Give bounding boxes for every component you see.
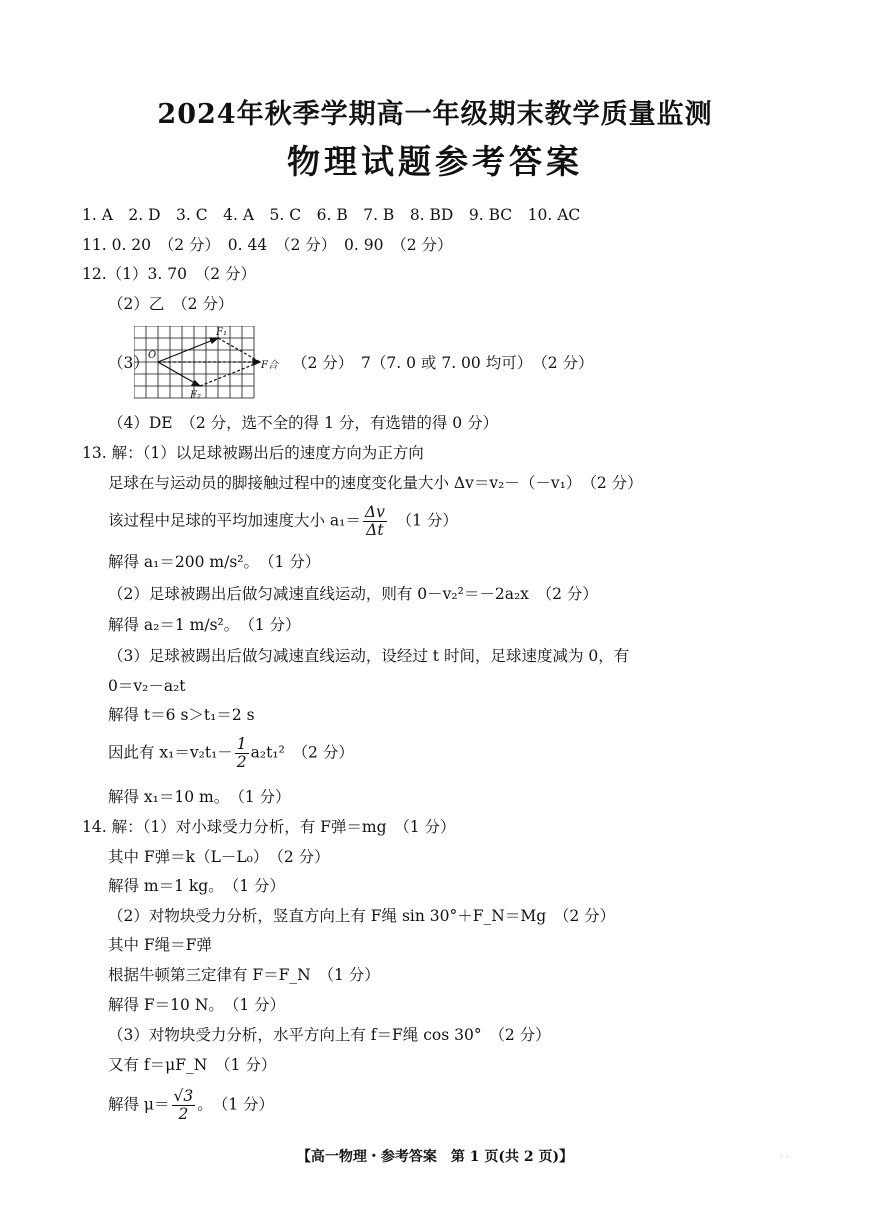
fraction-denominator: Δt [366,521,384,539]
page-footer: 【高一物理・参考答案 第 1 页(共 2 页)】 [296,1149,574,1165]
label-o: O [148,350,157,361]
f1-arrowhead [210,338,218,343]
label-f2: F₂ [190,390,201,401]
answer-line-q14-mu [108,1088,274,1123]
answer-line-q14-2: （2）对物块受力分析，竖直方向上有 F绳 sin 30°＋F_N＝Mg （2 分） [108,907,616,925]
corner-mark: · · [780,1153,789,1163]
fraction-denominator: 2 [236,753,247,771]
answer-line-q13-accel [108,504,458,539]
answer-line-q13-a1: 解得 a₁＝200 m/s²。 （1 分） [108,553,321,571]
answer-line-q14-friction: 又有 f＝μF_N （1 分） [108,1056,277,1074]
page-subtitle: 物理试题参考答案 [287,142,583,181]
disp-suffix: a₂t₁² （2 分） [250,743,354,762]
label-f1: F₁ [216,327,227,338]
fraction-numerator: Δv [364,503,385,521]
answer-line-q14-f: 解得 F＝10 N。 （1 分） [108,996,286,1014]
answer-line-mc: 1. A 2. D 3. C 4. A 5. C 6. B 7. B 8. BD 9. BC 10. AC [82,206,581,224]
answer-line-q11: 11. 0. 20 （2 分） 0. 44 （2 分） 0. 90 （2 分） [82,236,453,254]
accel-prefix: 该过程中足球的平均加速度大小 a₁＝ [108,511,361,530]
answer-line-q12-2: （2）乙 （2 分） [108,295,234,313]
answer-line-q14-m: 解得 m＝1 kg。 （1 分） [108,877,286,895]
answer-line-q14-spring: 其中 F弹＝k（L－L₀） （2 分） [108,848,330,866]
answer-line-q13-dv: 足球在与运动员的脚接触过程中的速度变化量大小 Δv＝v₂－（－v₁） （2 分） [108,474,643,492]
page-title: 2024年秋季学期高一年级期末教学质量监测 [157,99,713,130]
q12-3-suffix: （2 分） 7（7. 0 或 7. 00 均可） （2 分） [292,354,594,372]
answer-line-q12-1: 12.（1）3. 70 （2 分） [82,265,256,283]
answer-line-q14-1: 14. 解：（1）对小球受力分析，有 F弹＝mg （1 分） [82,818,456,836]
fraction-dv-dt [363,504,387,539]
accel-suffix: （1 分） [404,511,458,530]
force-vectors [158,338,260,386]
answer-line-q14-newton: 根据牛顿第三定律有 F＝F_N （1 分） [108,966,380,984]
answer-line-q13-t: 解得 t＝6 s＞t₁＝2 s [108,706,255,724]
fraction-denominator: 2 [178,1105,189,1123]
fraction-one-half [235,736,249,771]
force-parallelogram-diagram [134,326,284,402]
fraction-root3-over-2 [172,1088,196,1123]
fraction-numerator: √3 [173,1087,194,1105]
answer-line-q13-x1: 解得 x₁＝10 m。 （1 分） [108,788,291,806]
q12-3-prefix: （3） [108,354,149,372]
answer-line-q13-1: 13. 解：（1）以足球被踢出后的速度方向为正方向 [82,444,424,462]
disp-prefix: 因此有 x₁＝v₂t₁－ [108,743,233,762]
answer-line-q14-frope: 其中 F绳＝F弹 [108,936,212,954]
answer-line-q13-disp [108,736,354,771]
answer-line-q13-eq: 0＝v₂－a₂t [108,677,186,695]
fraction-numerator: 1 [236,735,247,753]
answer-line-q14-3: （3）对物块受力分析，水平方向上有 f＝F绳 cos 30° （2 分） [108,1026,551,1044]
mu-prefix: 解得 μ＝ [108,1095,170,1114]
mu-suffix: 。 （1 分） [197,1095,275,1114]
answer-line-q12-4: （4）DE （2 分，选不全的得 1 分，有选错的得 0 分） [108,414,499,432]
label-fhe: F合 [261,360,278,371]
answer-line-q13-2: （2）足球被踢出后做匀减速直线运动，则有 0－v₂²＝－2a₂x （2 分） [108,585,598,603]
answer-line-q13-3: （3）足球被踢出后做匀减速直线运动，设经过 t 时间，足球速度减为 0，有 [108,647,630,665]
answer-line-q13-a2: 解得 a₂＝1 m/s²。 （1 分） [108,616,301,634]
